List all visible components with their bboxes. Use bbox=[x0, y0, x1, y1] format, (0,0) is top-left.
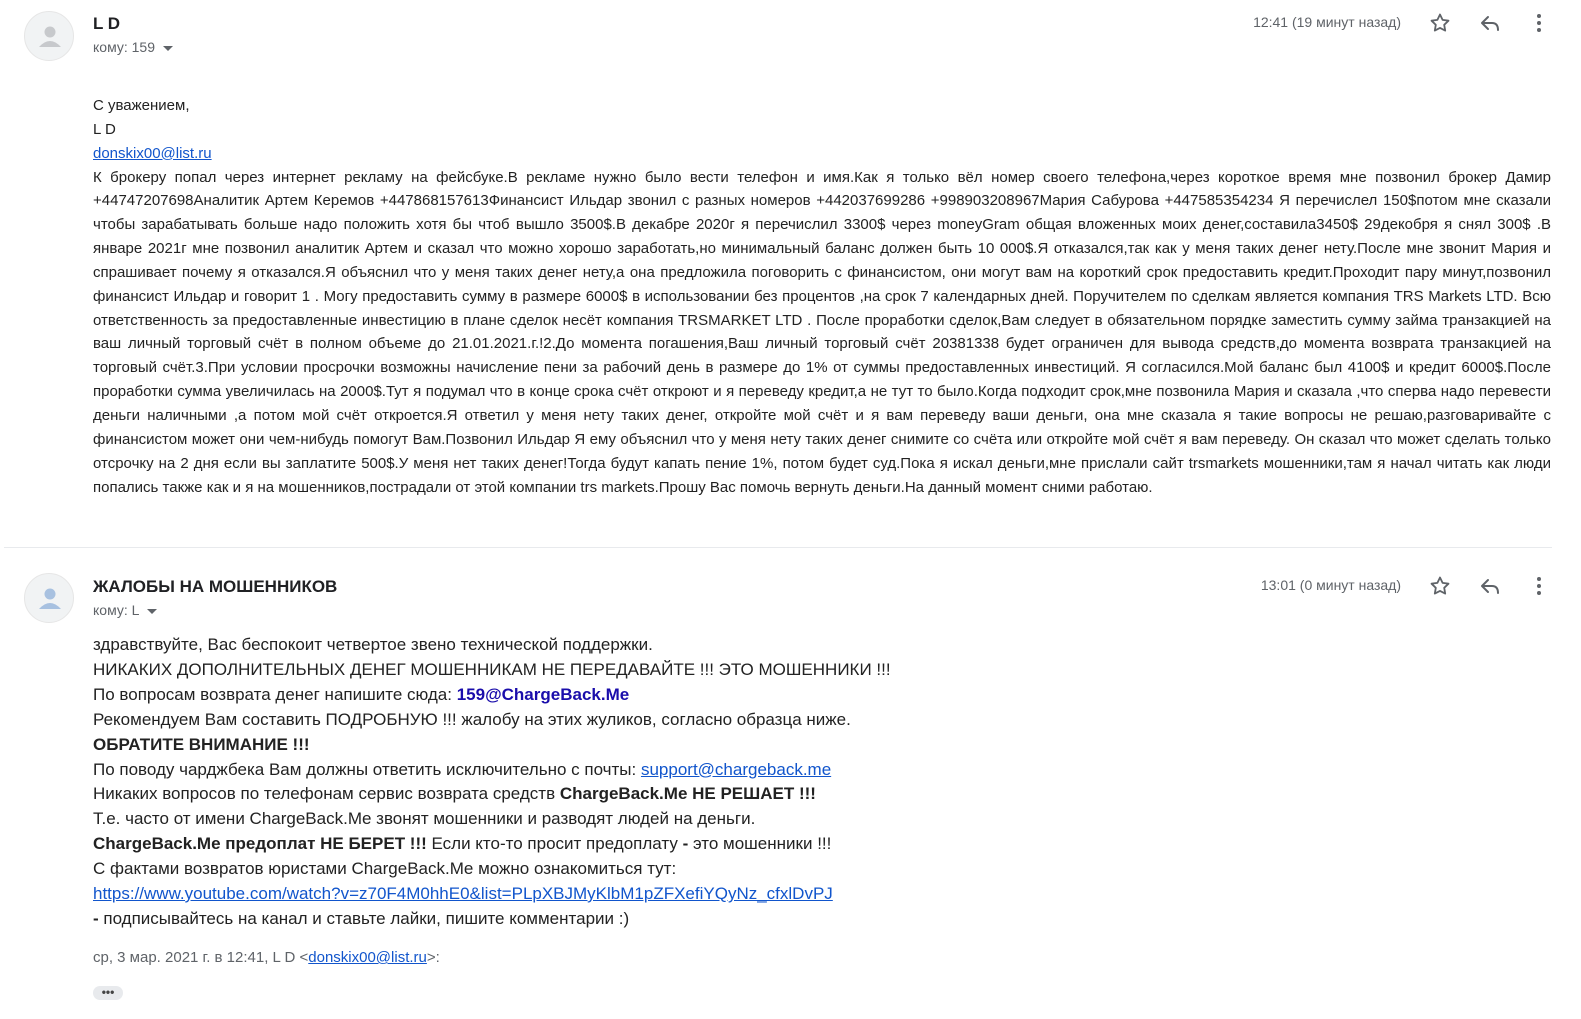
body-line bbox=[93, 782, 1513, 807]
avatar-icon[interactable] bbox=[24, 573, 74, 623]
body-line: НИКАКИХ ДОПОЛНИТЕЛЬНЫХ ДЕНЕГ МОШЕННИКАМ НЕ ПЕРЕДАВАЙТЕ !!! ЭТО МОШЕННИКИ !!! bbox=[93, 659, 891, 679]
message-time: 13:01 (0 минут назад) bbox=[1260, 577, 1401, 593]
body-text: Никаких вопросов по телефонам сервис возврата средств bbox=[93, 784, 560, 804]
body-line bbox=[93, 907, 1513, 932]
sender-name: L D bbox=[93, 14, 121, 33]
more-vert-icon[interactable] bbox=[1527, 574, 1551, 598]
signature-line: С уважением, bbox=[93, 97, 190, 114]
dash-text: - bbox=[682, 834, 689, 854]
message-time: 12:41 (19 минут назад) bbox=[1253, 14, 1401, 30]
youtube-link[interactable]: https://www.youtube.com/watch?v=z70F4M0hhE0&list=PLpXBJMyKlbM1pZFXefiYQyNz_cfxlDvPJ bbox=[93, 884, 833, 904]
quoted-header bbox=[93, 949, 440, 966]
message-1-text: К брокеру попал через интернет рекламу на фейсбуке.В рекламе нужно было вести телефон и имя.Как я только вёл номер своего телефона,через короткое время мне позвонил брокер Дамир +44747207698Аналитик Артем Керемов +447868157613Финансист Ильдар звонил с разных номеров +442037699286 +998903208967Мария Сабурова +447585354234 Я перечислел 150$потом мне сказали чтобы зарабатывать больше надо положить хотя бы чтоб вышло 3500$.В декабре 2020г я перечислил 3300$ через moneyGram общая вложенных моих денег,составила3450$ 29декобря я снял 300$ .В январе 2021г мне позвонил аналитик Артем и сказал что можно хорошо заработать,но минимальный баланс должен быть 10 000$.Я отказался,так как у меня таких денег нету.После мне звонит Мария и спрашивает почему я отказался.Я объяснил что у меня таких денег нету,а она предложила поговорить с финансистом, они могут вам на короткий срок предоставить кредит.Проходит пару минут,позвонил финансист Ильдар и говорит 1 . Могу предоставить сумму в размере 6000$ в использовании без процентов ,на срок 7 календарных дней. Поручителем по сделкам является компания TRS Markets LTD. Всю ответственность за предоставленные инвестицию в плане сделок несёт компания TRSMARKET LTD . После проработки сделок,Вам следует в обязательном порядке заместить сумму займа транзакцией на ваш личный торговый счёт в полном объеме до 21.01.2021.г.!2.До момента погашения,Ваш личный торговый счёт 20381338 будет ограничен для вывода средств,до момента возврата транзакцией на торговый счёт.3.При условии просрочки возможны начисление пени за рабочий день в размере до 1% от суммы предоставленных инвестиций. Я согласился.Мой баланс был 4100$ и кредит 6000$.После проработки сумма увеличилась на 2000$.Тут я подумал что в конце срока счёт откроют и я переведу кредит,а не тут то было.Когда подходит срок,мне позвонила Мария и сказала ,что сперва надо перевести деньги наличными ,а потом мой счёт откроется.Я ответил у меня нету таких денег, откройте мой счёт и я вам переведу ваши деньги, она мне сказала я такие вопросы не решаю,разговаривайте с финансистом может они чем-нибудь помогут Вам.Позвонил Ильдар Я ему объяснил что у меня нету таких денег снимите со счёта или откройте мой счёт я вам переведу. Он сказал что может сделать только отсрочку на 2 дня если вы заплатите 500$.У меня нет таких денег!Тогда будут капать пение 1%, потом будет суд.Пока я искал деньги,мне прислали сайт trsmarkets мошенники,там я начал читать как люди попались также как и я на мошенников,пострадали от этой компании trs markets.Прошу Вас помочь вернуть деньги.На данный момент сними работаю. bbox=[93, 168, 1551, 496]
body-text: По поводу чарджбека Вам должны ответить исключительно с почты: bbox=[93, 759, 641, 779]
recipient-dropdown[interactable] bbox=[93, 602, 157, 618]
message-2-body bbox=[93, 633, 1513, 932]
body-line bbox=[93, 758, 1513, 783]
star-icon[interactable] bbox=[1428, 574, 1452, 598]
star-icon[interactable] bbox=[1428, 11, 1452, 35]
body-line bbox=[93, 882, 1513, 907]
body-line bbox=[93, 832, 1513, 857]
bold-text: ChargeBack.Me НЕ РЕШАЕТ !!! bbox=[559, 784, 816, 804]
recipient-dropdown[interactable] bbox=[93, 39, 173, 55]
reply-icon[interactable] bbox=[1478, 11, 1502, 35]
body-line: С фактами возвратов юристами ChargeBack.Me можно ознакомиться тут: bbox=[93, 859, 677, 879]
reply-icon[interactable] bbox=[1478, 574, 1502, 598]
avatar-icon[interactable] bbox=[24, 11, 74, 61]
bold-text: ChargeBack.Me предоплат НЕ БЕРЕТ !!! bbox=[93, 834, 427, 854]
sender-name: ЖАЛОБЫ НА МОШЕННИКОВ bbox=[93, 577, 338, 596]
signature-name: L D bbox=[93, 120, 116, 138]
support-email-link[interactable]: support@chargeback.me bbox=[640, 759, 832, 779]
body-text: По вопросам возврата денег напишите сюда: bbox=[93, 684, 457, 704]
message-1-body bbox=[93, 94, 1551, 499]
recipient-label: кому: L bbox=[93, 602, 140, 618]
body-line: Т.е. часто от имени ChargeBack.Me звонят мошенники и разводят людей на деньги. bbox=[93, 809, 756, 829]
body-line: Рекомендуем Вам составить ПОДРОБНУЮ !!! жалобу на этих жуликов, согласно образца ниже. bbox=[93, 709, 851, 729]
attention-text: ОБРАТИТЕ ВНИМАНИЕ !!! bbox=[93, 734, 310, 754]
chargeback-email[interactable]: 159@ChargeBack.Me bbox=[456, 684, 630, 704]
body-line bbox=[93, 683, 1513, 708]
caret-down-icon[interactable] bbox=[163, 46, 173, 51]
body-text: подписывайтесь на канал и ставьте лайки, пишите комментарии :) bbox=[98, 908, 630, 928]
recipient-label: кому: 159 bbox=[93, 39, 155, 55]
body-line bbox=[93, 733, 1513, 758]
more-vert-icon[interactable] bbox=[1527, 11, 1551, 35]
quote-text: >: bbox=[426, 949, 440, 966]
sender-email-link[interactable]: donskix00@list.ru bbox=[93, 144, 212, 162]
body-text: Если кто-то просит предоплату bbox=[426, 834, 683, 854]
quote-text: ср, 3 мар. 2021 г. в 12:41, L D < bbox=[93, 949, 309, 966]
show-trimmed-content-button[interactable]: ••• bbox=[93, 986, 123, 1000]
body-text: это мошенники !!! bbox=[688, 834, 832, 854]
body-line: здравствуйте, Вас беспокоит четвертое звено технической поддержки. bbox=[93, 635, 653, 654]
dash-text: - bbox=[93, 908, 99, 928]
caret-down-icon[interactable] bbox=[147, 609, 157, 614]
quoted-email-link[interactable]: donskix00@list.ru bbox=[308, 949, 427, 966]
